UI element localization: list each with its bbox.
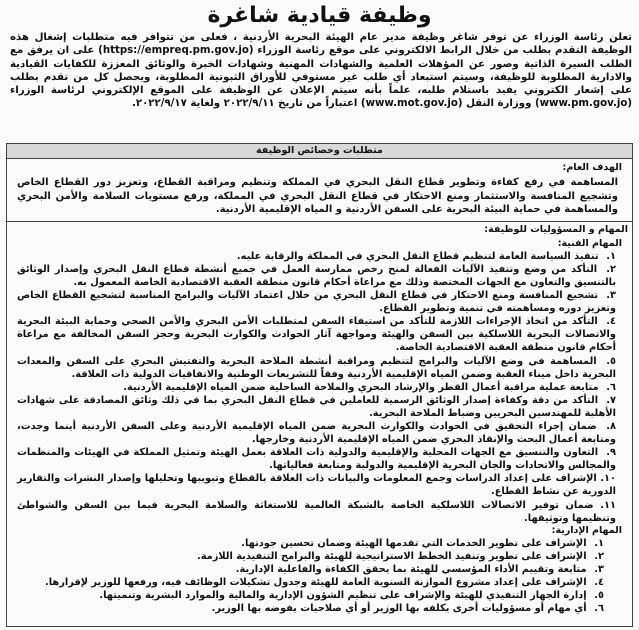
item-text: المساهمة في وضع الآليات والبرامج لتنظيم ومراقبة أنشطة الملاحة البحرية والتفتيش البحري على السفن والمعدات البحرية داخل ميناء العقبة وضمن المياه الإقليمية الأردنية وفقاً للتشريعات الوطنية والاتفاقيات الدولية ذات العلاقة. — [17, 355, 616, 380]
item-number: ٤. — [594, 577, 604, 589]
list-item — [17, 602, 604, 615]
list-item — [17, 576, 604, 589]
list-item — [17, 499, 616, 525]
item-number: ٣. — [594, 563, 604, 575]
intro-text: تعلن رئاسة الوزراء عن توفر شاغر وظيفة مدير عام الهيئة البحرية الأردنية ، فعلى من تتوافر فيه متطلبات إشغال هذه الوظيفة التقدم بطلب من خلال الرابط الالكتروني على موقع رئاسة الوزراء (https://empreq.pm.gov.jo) على ان يرفق مع الطلب السيرة الذاتية وصور عن المؤهلات العلمية والشهادات المهنية وشهادات الخبرة والوثائق المعززة للكفايات القيادية والادارية المطلوبة للوظيفة، وسيتم استبعاد أي طلب غير مستوفي للأوراق الثبوتية المطلوبة، ويحصل كل من تقدم بطلب على إشعار الكتروني يفيد باستلام طلبه، علماً بأنه سيتم الإعلان عن الوظيفة على الموقع الإلكتروني لرئاسة الوزراء (www.pm.gov.jo) ووزارة النقل (www.mot.gov.jo) اعتباراً من تاريخ ٢٠٢٢/٩/١١ ولغاية ٢٠٢٢/٩/١٧. — [10, 32, 632, 110]
item-number: ٦. — [594, 603, 604, 615]
item-number: ٥. — [594, 590, 604, 602]
item-number: ٢. — [606, 263, 616, 275]
item-number: ١. — [606, 250, 616, 262]
list-item — [17, 315, 616, 354]
divider — [7, 221, 632, 222]
admin-duties-label: المهام الإدارية: — [551, 524, 622, 536]
item-number: ٣. — [606, 290, 616, 302]
list-item — [17, 394, 616, 420]
list-item — [17, 381, 616, 394]
list-item — [17, 250, 616, 263]
list-item — [17, 446, 616, 472]
list-item — [17, 563, 604, 576]
goal-text: المساهمة في رفع كفاءة وتطوير قطاع النقل البحري في المملكة وتنظيم ومراقبة القطاع، وتعزيز دور القطاع الخاص وتشجيع المنافسة والاستثمار ومنع الاحتكار في قطاع النقل البحري في المملكة، ورفع مستويات السلامة والأمن البحري والمساهمة في حماية البيئة البحرية على السفن الأردنية و المياه الإقليمية الأردنية. — [17, 177, 618, 216]
item-number: ٢. — [594, 550, 604, 562]
list-item — [17, 420, 616, 446]
item-number: ١١. — [600, 499, 616, 511]
list-item — [17, 472, 616, 498]
list-item — [17, 550, 604, 563]
item-text: أي مهام أو مسؤوليات أخرى يكلفه بها الوزير أو أي صلاحيات يفوضه بها الوزير. — [211, 603, 587, 615]
list-item — [17, 289, 616, 315]
item-number: ٨. — [606, 421, 616, 432]
page-title: وظيفة قيادية شاغرة — [207, 3, 432, 28]
list-item — [17, 537, 604, 550]
item-text: التأكد من اتخاذ الإجراءات اللازمة للتأكد من استيفاء السفن لمتطلبات الأمن البحري والأمن الصحي وحماية البيئة البحرية والاتصالات البحرية اللاسلكية بين السفن والهيئة ومواجهة آثار الحوادث والكوارث البحرية وحجز السفن المخالفة مع مراعاة أحكام قانون منطقة العقبة الاقتصادية الخاصة. — [17, 316, 616, 354]
item-text: ضمان توفير الاتصالات اللاسلكية الخاصة بالشبكة العالمية للاستغاثة والسلامة البحرية فيما بين السفن والشواطئ وتنظيمها وتوثيقها. — [17, 499, 616, 524]
item-number: ٦. — [606, 381, 616, 393]
item-number: ٧. — [606, 394, 616, 406]
technical-duties-list — [7, 250, 632, 525]
item-text: الإشراف على تطوير الخدمات التي تقدمها الهيئة وضمان تحسين جودتها. — [241, 537, 587, 549]
item-text: التعاون والتنسيق مع الجهات المحلية والإقليمية والدولية ذات العلاقة بعمل الهيئة وتمثيل المملكة في الهيئات والمنظمات والمجالس والاتحادات والجان البحرية الإقليمية والدولية ومتابعة فعالياتها. — [17, 447, 616, 472]
item-text: التأكد من دقة وكفاءة إصدار الوثائق الرسمية للعاملين في قطاع النقل البحري بما في ذلك وثائق المصادقة على شهادات الأهلية للمهندسين البحريين وضباط الملاحة البحرية. — [17, 394, 616, 419]
item-text: تنفيذ السياسة العامة لتنظيم قطاع النقل البحري في المملكة والرقابة عليه. — [236, 250, 599, 262]
duties-label: المهام و المسؤوليات للوظيفة: — [484, 223, 628, 235]
item-text: تشجيع المنافسة ومنع الاحتكار في قطاع النقل البحري من خلال اعتماد الآليات والبرامج المناسبة لتشجيع القطاع الخاص وتعزيز دوره ومساهمته في تنمية وتطوير القطاع. — [17, 290, 616, 315]
item-number: ٩. — [606, 447, 616, 459]
item-text: الإشراف على إعداد مشروع الموازنة السنوية العامة للهيئة وجدول تشكيلات الوظائف فيه، ورفعها للوزير لإقرارها. — [45, 577, 587, 589]
technical-duties-label: المهام الفنية: — [557, 237, 622, 249]
list-item — [17, 355, 616, 381]
item-number: ٤. — [606, 316, 616, 328]
requirements-header: متطلبات وخصائص الوظيفة — [7, 144, 632, 159]
list-item — [17, 589, 604, 602]
item-text: إدارة الجهاز التنفيذي للهيئة والإشراف على تنظيم الشؤون الإدارية والمالية والموارد البشرية وتنميتها. — [99, 590, 587, 602]
goal-label: الهدف العام: — [562, 162, 622, 173]
item-text: الإشراف على تطوير وتنفيذ الخطط الاستراتيجية للهيئة والبرامج التنفيذية اللازمة. — [196, 550, 587, 562]
item-text: متابعة عملية مراقبة أعمال القطر والإرشاد البحري والملاحة الساحلية ضمن المياه الإقليمية الأردنية. — [123, 381, 599, 393]
item-number: ١٠. — [600, 473, 616, 485]
item-text: التأكد من وضع وتنفيذ الآليات الفعالة لمنح رخص ممارسة العمل في جميع أنشطة قطاع النقل البحري وإصدار الوثائق بالتنسيق والتعاون مع الجهات المختصة وذلك مع مراعاة أحكام قانون منطقة العقبة الاقتصادية الخاصة المعمول به. — [17, 263, 616, 288]
item-number: ١. — [594, 537, 604, 549]
item-text: متابعة وتقييم الأداء المؤسسي للهيئة بما يحقق الكفاءة والفاعلية الإدارية. — [235, 563, 587, 575]
item-number: ٥. — [606, 355, 616, 367]
admin-duties-list — [7, 537, 632, 616]
item-text: ضمان إجراء التحقيق في الحوادث والكوارث البحرية ضمن المياه الإقليمية الأردنية وعلى السفن الأردنية أينما وجدت، ومتابعة أعمال البحث والإنقاذ البحري ضمن المياه الإقليمية الأردنية وخارجها. — [17, 421, 616, 446]
item-text: الإشراف على إعداد الدراسات وجمع المعلومات والبيانات ذات العلاقة بالقطاع وتبويبها وتحليلها وإصدار النشرات والتقارير الدورية عن نشاط القطاع. — [17, 473, 616, 498]
intro-paragraph — [10, 31, 632, 111]
requirements-box — [6, 143, 633, 627]
list-item — [17, 263, 616, 289]
